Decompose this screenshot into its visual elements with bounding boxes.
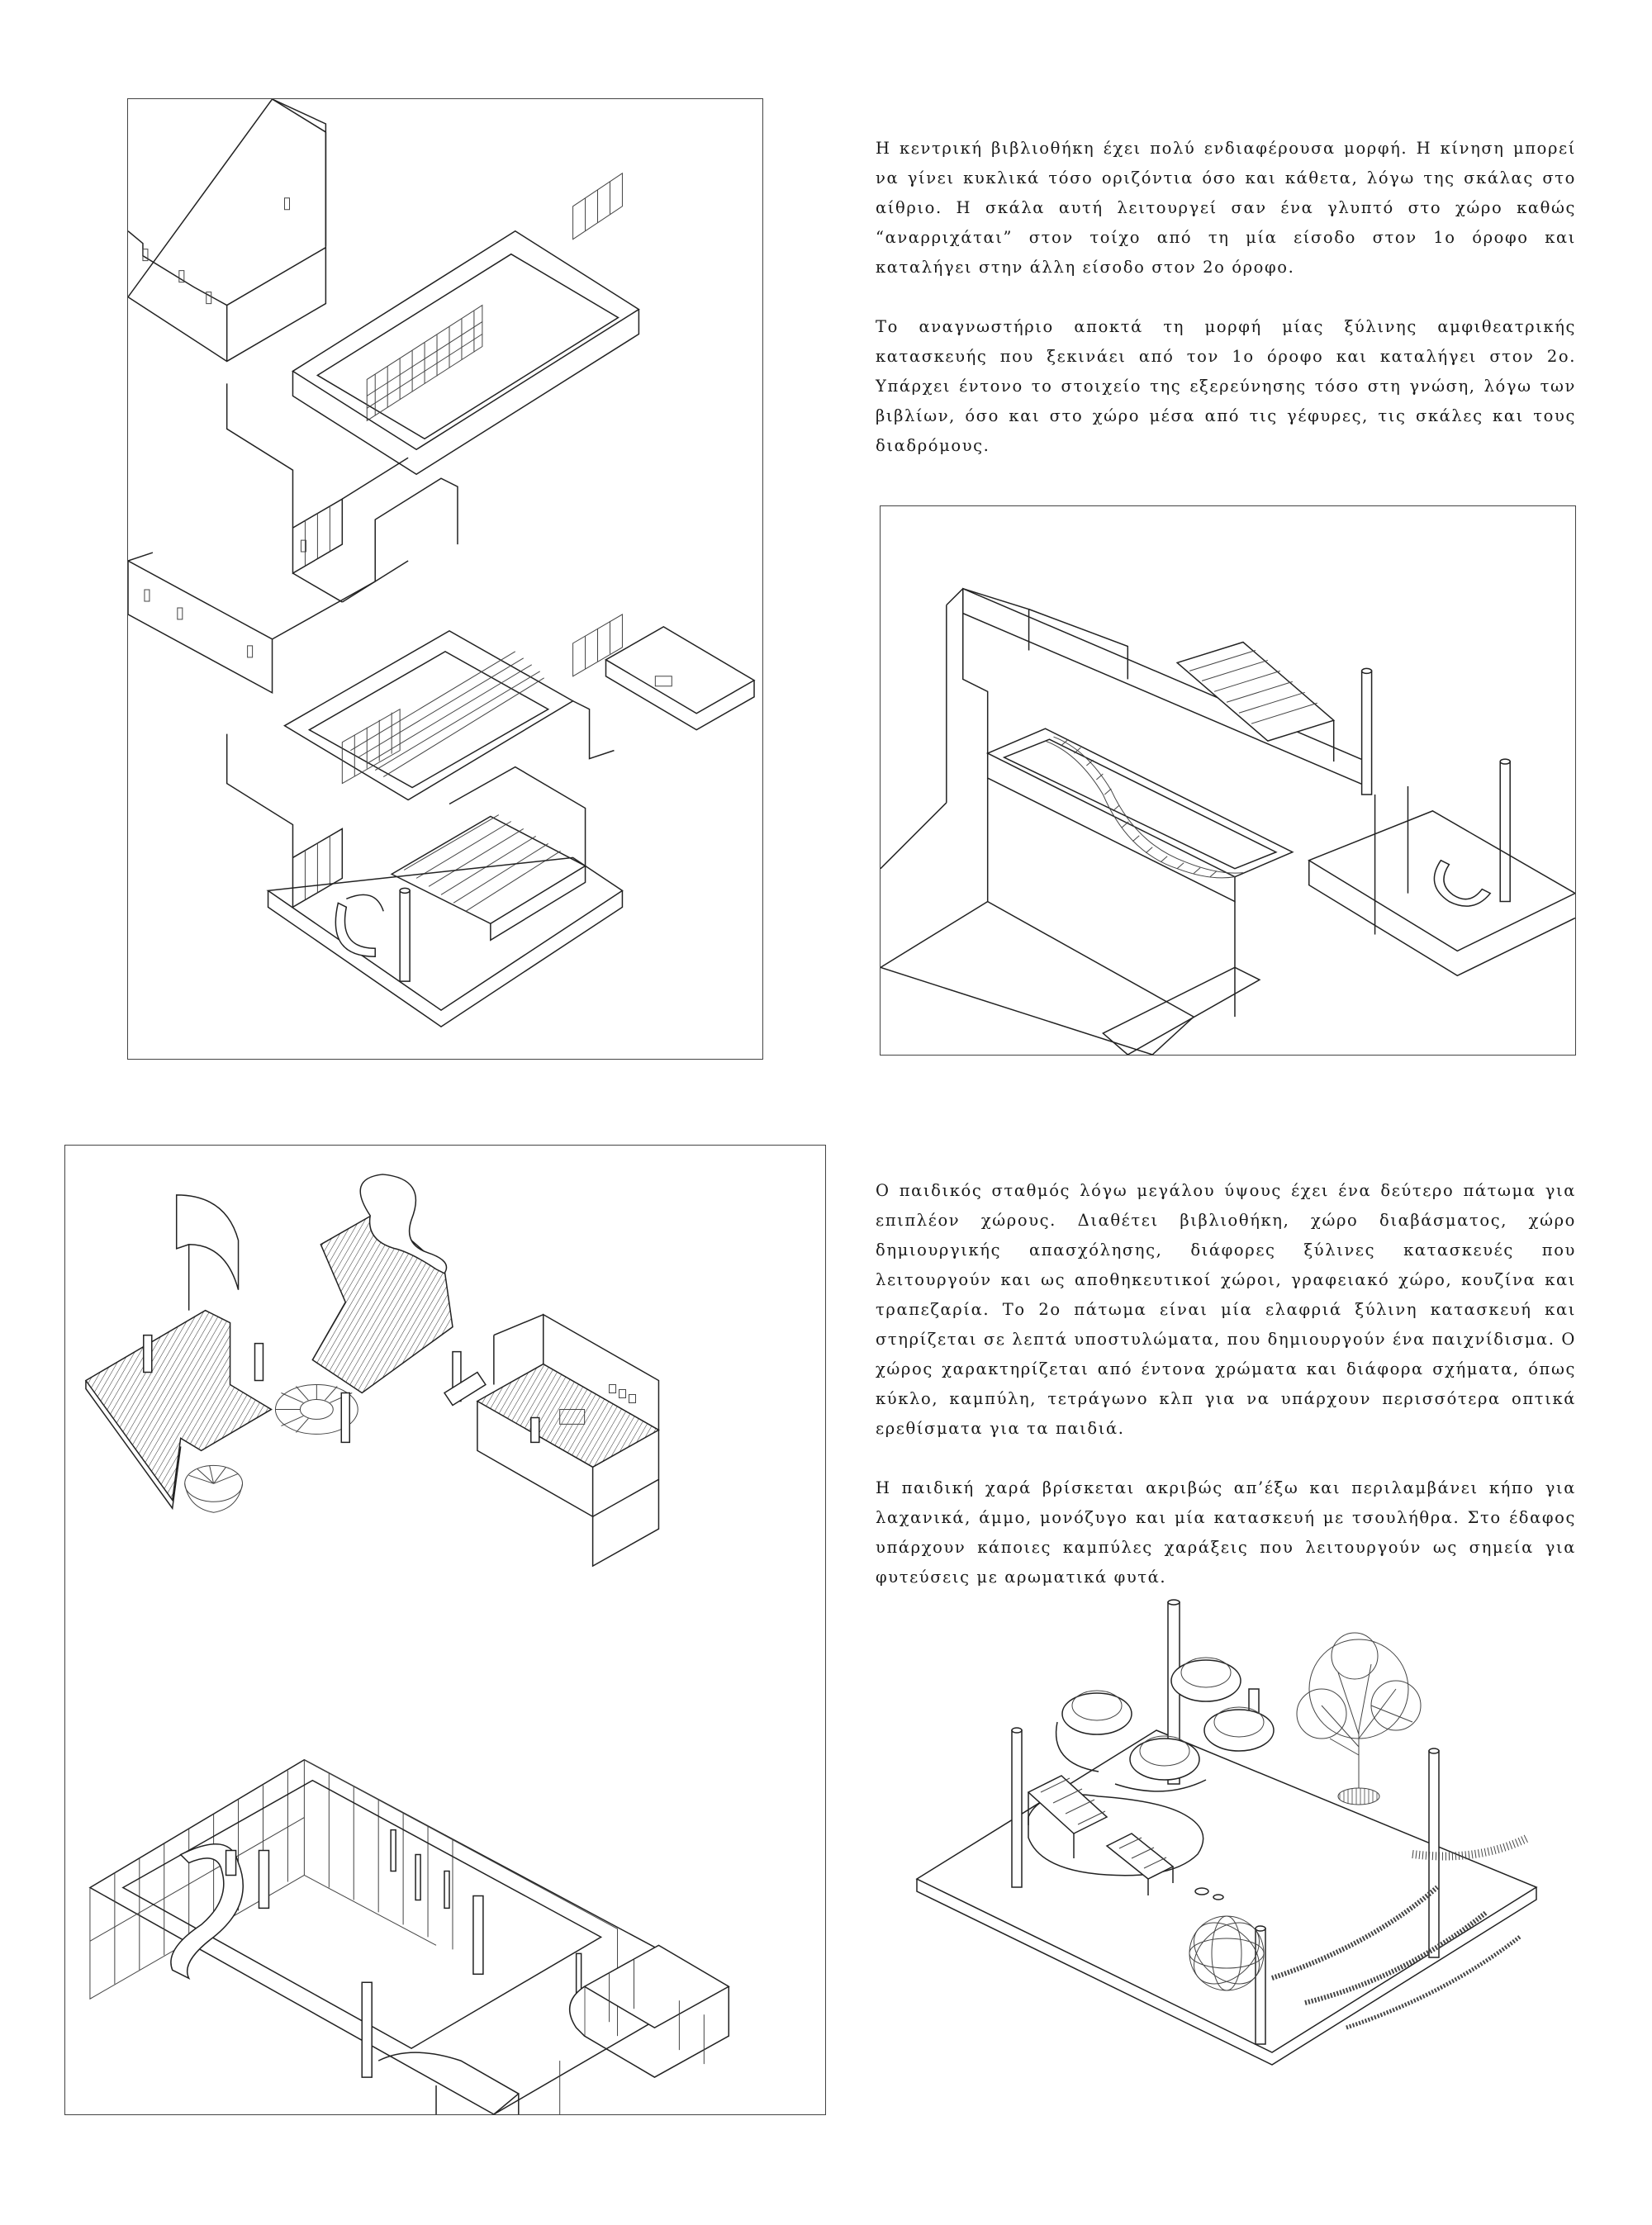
library-text — [876, 134, 1576, 491]
playground-axonometric-svg — [909, 1590, 1553, 2085]
library-axonometric-svg — [128, 99, 762, 1059]
library-paragraph-1: Η κεντρική βιβλιοθήκη έχει πολύ ενδιαφέρουσα μορφή. Η κίνηση μπορεί να γίνει κυκλικά τόσο οριζόντια όσο και κάθετα, λόγω της σκάλας στο αίθριο. Η σκάλα αυτή λειτουργεί σαν ένα γλυπτό στο χώρο καθώς “αναρριχάται” στον τοίχο από τη μία είσοδο στον 1ο όροφο και καταλήγει στην άλλη είσοδο στον 2ο όροφο. — [876, 139, 1576, 277]
kindergarten-text — [876, 1176, 1576, 1622]
playground-axonometric-drawing — [909, 1590, 1553, 2085]
library-atrium-drawing — [880, 505, 1576, 1056]
kindergarten-axonometric-svg — [65, 1146, 825, 2114]
kindergarten-paragraph-1: Ο παιδικός σταθμός λόγω μεγάλου ύψους έχει ένα δεύτερο πάτωμα για επιπλέον χώρους. Διαθέτει βιβλιοθήκη, χώρο διαβάσματος, χώρο δημιουργικής απασχόλησης, διάφορες ξύλινες κατασκευές που λειτουργούν και ως αποθηκευτικοί χώροι, γραφειακό χώρο, κουζίνα και τραπεζαρία. Το 2ο πάτωμα είναι μία ελαφριά ξύλινη κατασκευή και στηρίζεται σε λεπτά υποστυλώματα, που δημιουργούν ένα παιχνίδισμα. Ο χώρος χαρακτηρίζεται από έντονα χρώματα και διάφορα σχήματα, όπως κύκλο, καμπύλη, τετράγωνο κλπ για να υπάρχουν περισσότερα οπτικά ερεθίσματα για τα παιδιά. — [876, 1181, 1576, 1438]
kindergarten-paragraph-2: Η παιδική χαρά βρίσκεται ακριβώς απ’έξω και περιλαμβάνει κήπο για λαχανικά, άμμο, μονόζυγο και μία κατασκευή με τσουλήθρα. Στο έδαφος υπάρχουν κάποιες καμπύλες χαράξεις που λειτουργούν ως σημεία για φυτεύσεις με αρωματικά φυτά. — [876, 1478, 1576, 1587]
library-atrium-svg — [881, 506, 1575, 1055]
library-paragraph-2: Το αναγνωστήριο αποκτά τη μορφή μίας ξύλινης αμφιθεατρικής κατασκευής που ξεκινάει από τον 1ο όροφο και καταλήγει στον 2ο. Υπάρχει έντονο το στοιχείο της εξερεύνησης τόσο στη γνώση, λόγω των βιβλίων, όσο και στο χώρο μέσα από τις γέφυρες, τις σκάλες και τους διαδρόμους. — [876, 317, 1576, 455]
library-axonometric-drawing — [127, 98, 763, 1060]
kindergarten-axonometric-drawing — [64, 1145, 826, 2115]
